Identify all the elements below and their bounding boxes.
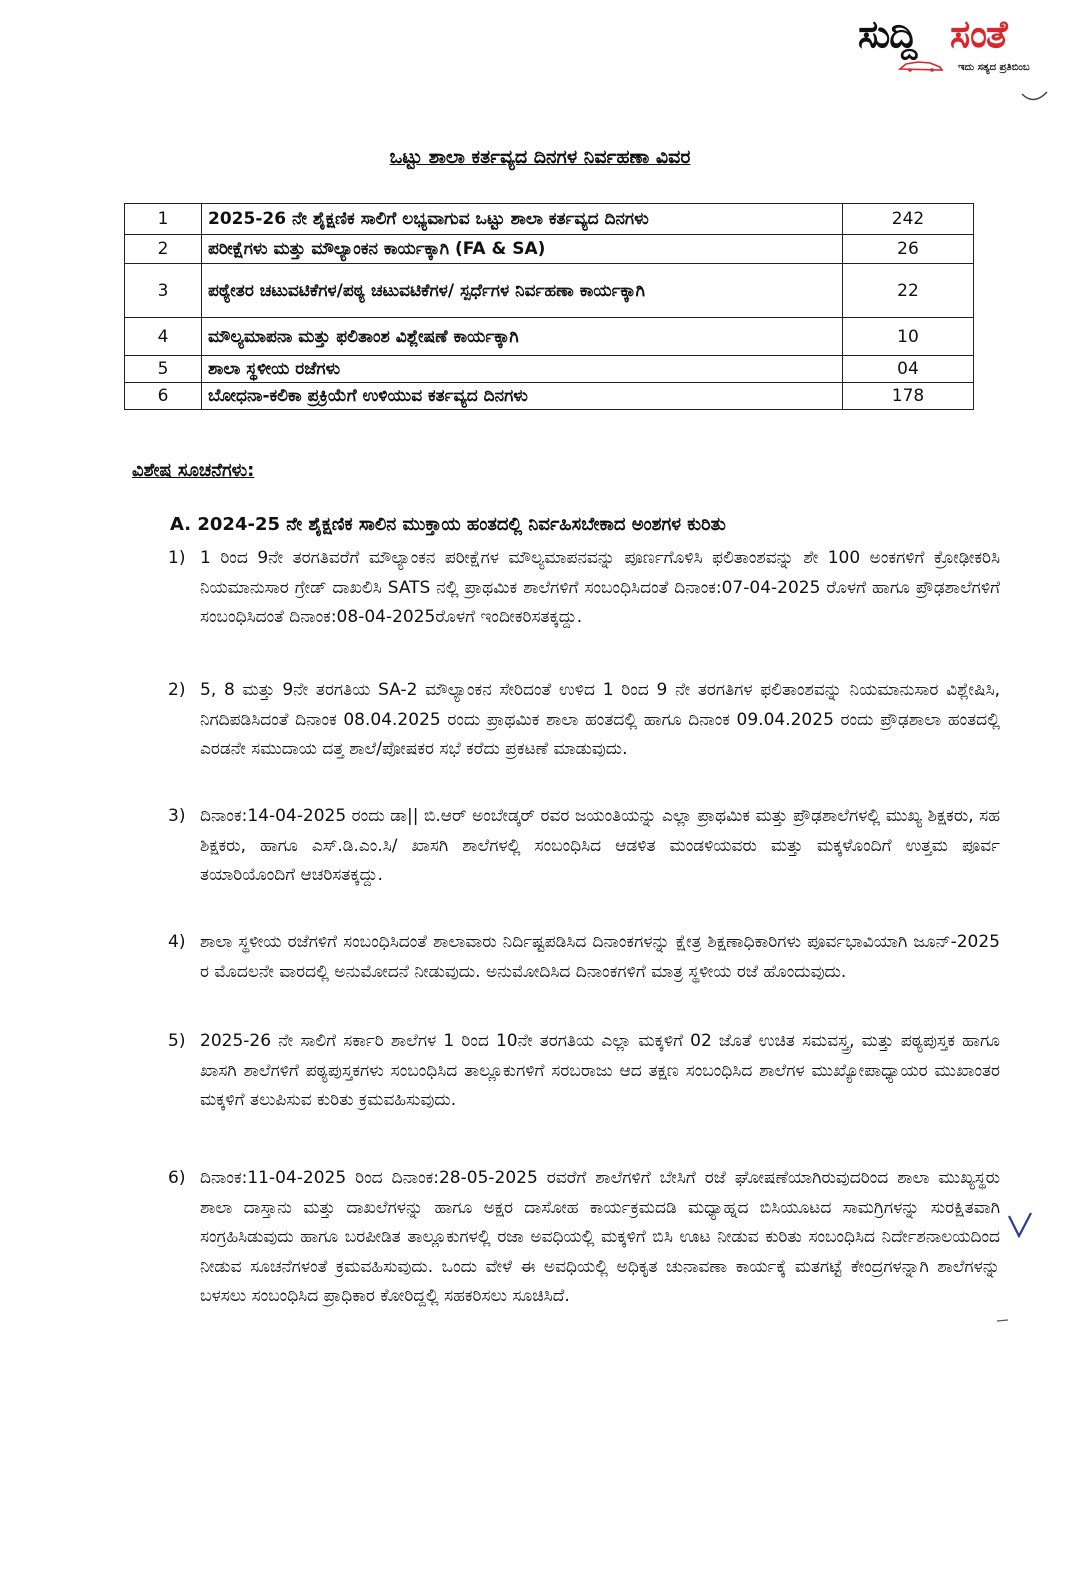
table-cell-desc: ಶಾಲಾ ಸ್ಥಳೀಯ ರಜೆಗಳು (202, 356, 843, 383)
table-cell-desc: ಪಠ್ಯೇತರ ಚಟುವಟಿಕೆಗಳ/ಪಠ್ಯ ಚಟುವಟಿಕೆಗಳ/ ಸ್ಪರ್ಧೆಗಳ ನಿರ್ವಹಣಾ ಕಾರ್ಯಕ್ಕಾಗಿ (202, 264, 843, 318)
pen-mark-icon (1020, 86, 1050, 106)
list-item (168, 928, 1000, 1020)
car-icon (898, 58, 944, 72)
table-cell-value: 178 (843, 383, 974, 410)
item-number: 2) (168, 680, 186, 700)
table-row (125, 235, 974, 264)
notes-heading: ವಿಶೇಷ ಸೂಚನೆಗಳು: (132, 460, 255, 481)
table-cell-sl: 2 (125, 235, 202, 264)
item-text: 1 ರಿಂದ 9ನೇ ತರಗತಿವರೆಗೆ ಮೌಲ್ಯಾಂಕನ ಪರೀಕ್ಷೆಗಳ ಮೌಲ್ಯಮಾಪನವನ್ನು ಪೂರ್ಣಗೊಳಿಸಿ ಫಲಿತಾಂಶವನ್ನು ಶೇ 100 ಅಂಕಗಳಿಗೆ ಕ್ರೋಢೀಕರಿಸಿ ನಿಯಮಾನುಸಾರ ಗ್ರೇಡ್ ದಾಖಲಿಸಿ SATS ನಲ್ಲಿ ಪ್ರಾಥಮಿಕ ಶಾಲೆಗಳಿಗೆ ಸಂಬಂಧಿಸಿದಂತೆ ದಿನಾಂಕ:07-04-2025 ರೊಳಗೆ ಹಾಗೂ ಪ್ರೌಢಶಾಲೆಗಳಿಗೆ ಸಂಬಂಧಿಸಿದಂತೆ ದಿನಾಂಕ:08-04-2025ರೊಳಗೆ ಇಂದೀಕರಿಸತಕ್ಕದ್ದು. (200, 548, 1000, 627)
table-row (125, 264, 974, 318)
item-number: 3) (168, 806, 186, 826)
list-item (168, 676, 1000, 796)
table-cell-sl: 4 (125, 318, 202, 356)
tick-mark-icon (1006, 1210, 1034, 1240)
section-a-heading: A. 2024-25 ನೇ ಶೈಕ್ಷಣಿಕ ಸಾಲಿನ ಮುಕ್ತಾಯ ಹಂತದಲ್ಲಿ ನಿರ್ವಹಿಸಬೇಕಾದ ಅಂಶಗಳ ಕುರಿತು (170, 514, 726, 535)
table-row (125, 383, 974, 410)
page-title: ಒಟ್ಟು ಶಾಲಾ ಕರ್ತವ್ಯದ ದಿನಗಳ ನಿರ್ವಹಣಾ ವಿವರ (389, 146, 691, 168)
table-cell-value: 26 (843, 235, 974, 264)
table-cell-sl: 1 (125, 204, 202, 235)
table-row (125, 318, 974, 356)
table-cell-sl: 5 (125, 356, 202, 383)
table-cell-desc: ಮೌಲ್ಯಮಾಪನಾ ಮತ್ತು ಫಲಿತಾಂಶ ವಿಶ್ಲೇಷಣೆ ಕಾರ್ಯಕ್ಕಾಗಿ (202, 318, 843, 356)
duty-days-table (124, 203, 974, 410)
item-text: ದಿನಾಂಕ:11-04-2025 ರಿಂದ ದಿನಾಂಕ:28-05-2025 ರವರೆಗೆ ಶಾಲೆಗಳಿಗೆ ಬೇಸಿಗೆ ರಜೆ ಘೋಷಣೆಯಾಗಿರುವುದರಿಂದ ಶಾಲಾ ಮುಖ್ಯಸ್ಥರು ಶಾಲಾ ದಾಸ್ತಾನು ಮತ್ತು ದಾಖಲೆಗಳನ್ನು ಹಾಗೂ ಅಕ್ಷರ ದಾಸೋಹ ಕಾರ್ಯಕ್ರಮದಡಿ ಮಧ್ಯಾಹ್ನದ ಬಿಸಿಯೂಟದ ಸಾಮಗ್ರಿಗಳನ್ನು ಸುರಕ್ಷಿತವಾಗಿ ಸಂಗ್ರಹಿಸಿಡುವುದು ಹಾಗೂ ಬರಪೀಡಿತ ತಾಲ್ಲೂಕುಗಳಲ್ಲಿ ರಜಾ ಅವಧಿಯಲ್ಲಿ ಮಕ್ಕಳಿಗೆ ಬಿಸಿ ಊಟ ನೀಡುವ ಕುರಿತು ಸಂಬಂಧಿಸಿದ ನಿರ್ದೇಶನಾಲಯದಿಂದ ನೀಡುವ ಸೂಚನೆಗಳಂತೆ ಕ್ರಮವಹಿಸುವುದು. ಒಂದು ವೇಳೆ ಈ ಅವಧಿಯಲ್ಲಿ ಅಧಿಕೃತ ಚುನಾವಣಾ ಕಾರ್ಯಕ್ಕೆ ಮತಗಟ್ಟೆ ಕೇಂದ್ರಗಳನ್ನಾಗಿ ಶಾಲೆಗಳನ್ನು ಬಳಸಲು ಸಂಬಂಧಿಸಿದ ಪ್ರಾಧಿಕಾರ ಕೋರಿದ್ದಲ್ಲಿ ಸಹಕರಿಸಲು ಸೂಚಿಸಿದೆ. (200, 1168, 1000, 1306)
table-cell-sl: 3 (125, 264, 202, 318)
table-cell-value: 242 (843, 204, 974, 235)
pen-mark-icon (996, 1316, 1010, 1326)
logo-text-red: ಸಂತೆ (950, 12, 1007, 56)
table-cell-desc: ಪರೀಕ್ಷೆಗಳು ಮತ್ತು ಮೌಲ್ಯಾಂಕನ ಕಾರ್ಯಕ್ಕಾಗಿ (FA & SA) (202, 235, 843, 264)
list-item (168, 544, 1000, 664)
item-text: ದಿನಾಂಕ:14-04-2025 ರಂದು ಡಾ|| ಬಿ.ಆರ್ ಅಂಬೇಡ್ಕರ್ ರವರ ಜಯಂತಿಯನ್ನು ಎಲ್ಲಾ ಪ್ರಾಥಮಿಕ ಮತ್ತು ಪ್ರೌಢಶಾಲೆಗಳಲ್ಲಿ ಮುಖ್ಯ ಶಿಕ್ಷಕರು, ಸಹ ಶಿಕ್ಷಕರು, ಹಾಗೂ ಎಸ್.ಡಿ.ಎಂ.ಸಿ/ ಖಾಸಗಿ ಶಾಲೆಗಳಲ್ಲಿ ಸಂಬಂಧಿಸಿದ ಆಡಳಿತ ಮಂಡಳಿಯವರು ಮತ್ತು ಮಕ್ಕಳೊಂದಿಗೆ ಉತ್ತಮ ಪೂರ್ವ ತಯಾರಿಯೊಂದಿಗೆ ಆಚರಿಸತಕ್ಕದ್ದು. (200, 806, 1000, 885)
list-item (168, 1027, 1000, 1147)
logo-text-black: ಸುದ್ದಿ (858, 12, 917, 56)
item-number: 4) (168, 932, 186, 952)
item-number: 5) (168, 1031, 186, 1051)
table-cell-value: 04 (843, 356, 974, 383)
table-row (125, 204, 974, 235)
item-number: 1) (168, 548, 186, 568)
item-text: ಶಾಲಾ ಸ್ಥಳೀಯ ರಜೆಗಳಿಗೆ ಸಂಬಂಧಿಸಿದಂತೆ ಶಾಲಾವಾರು ನಿರ್ದಿಷ್ಟಪಡಿಸಿದ ದಿನಾಂಕಗಳನ್ನು ಕ್ಷೇತ್ರ ಶಿಕ್ಷಣಾಧಿಕಾರಿಗಳು ಪೂರ್ವಭಾವಿಯಾಗಿ ಜೂನ್-2025 ರ ಮೊದಲನೇ ವಾರದಲ್ಲಿ ಅನುಮೋದನೆ ನೀಡುವುದು. ಅನುಮೋದಿಸಿದ ದಿನಾಂಕಗಳಿಗೆ ಮಾತ್ರ ಸ್ಥಳೀಯ ರಜೆ ಹೊಂದುವುದು. (200, 932, 1000, 982)
list-item (168, 802, 1000, 922)
table-cell-value: 10 (843, 318, 974, 356)
item-number: 6) (168, 1168, 186, 1188)
brand-logo (858, 12, 1058, 82)
table-cell-desc: 2025-26 ನೇ ಶೈಕ್ಷಣಿಕ ಸಾಲಿಗೆ ಲಭ್ಯವಾಗುವ ಒಟ್ಟು ಶಾಲಾ ಕರ್ತವ್ಯದ ದಿನಗಳು (202, 204, 843, 235)
table-row (125, 356, 974, 383)
item-text: 5, 8 ಮತ್ತು 9ನೇ ತರಗತಿಯ SA-2 ಮೌಲ್ಯಾಂಕನ ಸೇರಿದಂತೆ ಉಳಿದ 1 ರಿಂದ 9 ನೇ ತರಗತಿಗಳ ಫಲಿತಾಂಶವನ್ನು ನಿಯಮಾನುಸಾರ ವಿಶ್ಲೇಷಿಸಿ, ನಿಗದಿಪಡಿಸಿದಂತೆ ದಿನಾಂಕ 08.04.2025 ರಂದು ಪ್ರಾಥಮಿಕ ಶಾಲಾ ಹಂತದಲ್ಲಿ ಹಾಗೂ ದಿನಾಂಕ 09.04.2025 ರಂದು ಪ್ರೌಢಶಾಲಾ ಹಂತದಲ್ಲಿ ಎರಡನೇ ಸಮುದಾಯ ದತ್ತ ಶಾಲೆ/ಪೋಷಕರ ಸಭೆ ಕರೆದು ಪ್ರಕಟಣೆ ಮಾಡುವುದು. (200, 680, 1000, 759)
table-cell-desc: ಬೋಧನಾ-ಕಲಿಕಾ ಪ್ರಕ್ರಿಯೆಗೆ ಉಳಿಯುವ ಕರ್ತವ್ಯದ ದಿನಗಳು (202, 383, 843, 410)
list-item (168, 1164, 1000, 1404)
table-cell-value: 22 (843, 264, 974, 318)
item-text: 2025-26 ನೇ ಸಾಲಿಗೆ ಸರ್ಕಾರಿ ಶಾಲೆಗಳ 1 ರಿಂದ 10ನೇ ತರಗತಿಯ ಎಲ್ಲಾ ಮಕ್ಕಳಿಗೆ 02 ಜೊತೆ ಉಚಿತ ಸಮವಸ್ತ್ರ, ಮತ್ತು ಪಠ್ಯಪುಸ್ತಕ ಹಾಗೂ ಖಾಸಗಿ ಶಾಲೆಗಳಿಗೆ ಪಠ್ಯಪುಸ್ತಕಗಳು ಸಂಬಂಧಿಸಿದ ತಾಲ್ಲೂಕುಗಳಿಗೆ ಸರಬರಾಜು ಆದ ತಕ್ಷಣ ಸಂಬಂಧಿಸಿದ ಶಾಲೆಗಳ ಮುಖ್ಯೋಪಾಧ್ಯಾಯರ ಮುಖಾಂತರ ಮಕ್ಕಳಿಗೆ ತಲುಪಿಸುವ ಕುರಿತು ಕ್ರಮವಹಿಸುವುದು. (200, 1031, 1000, 1110)
logo-tagline: ಇದು ಸತ್ಯದ ಪ್ರತಿಬಿಂಬ (958, 62, 1030, 73)
table-cell-sl: 6 (125, 383, 202, 410)
